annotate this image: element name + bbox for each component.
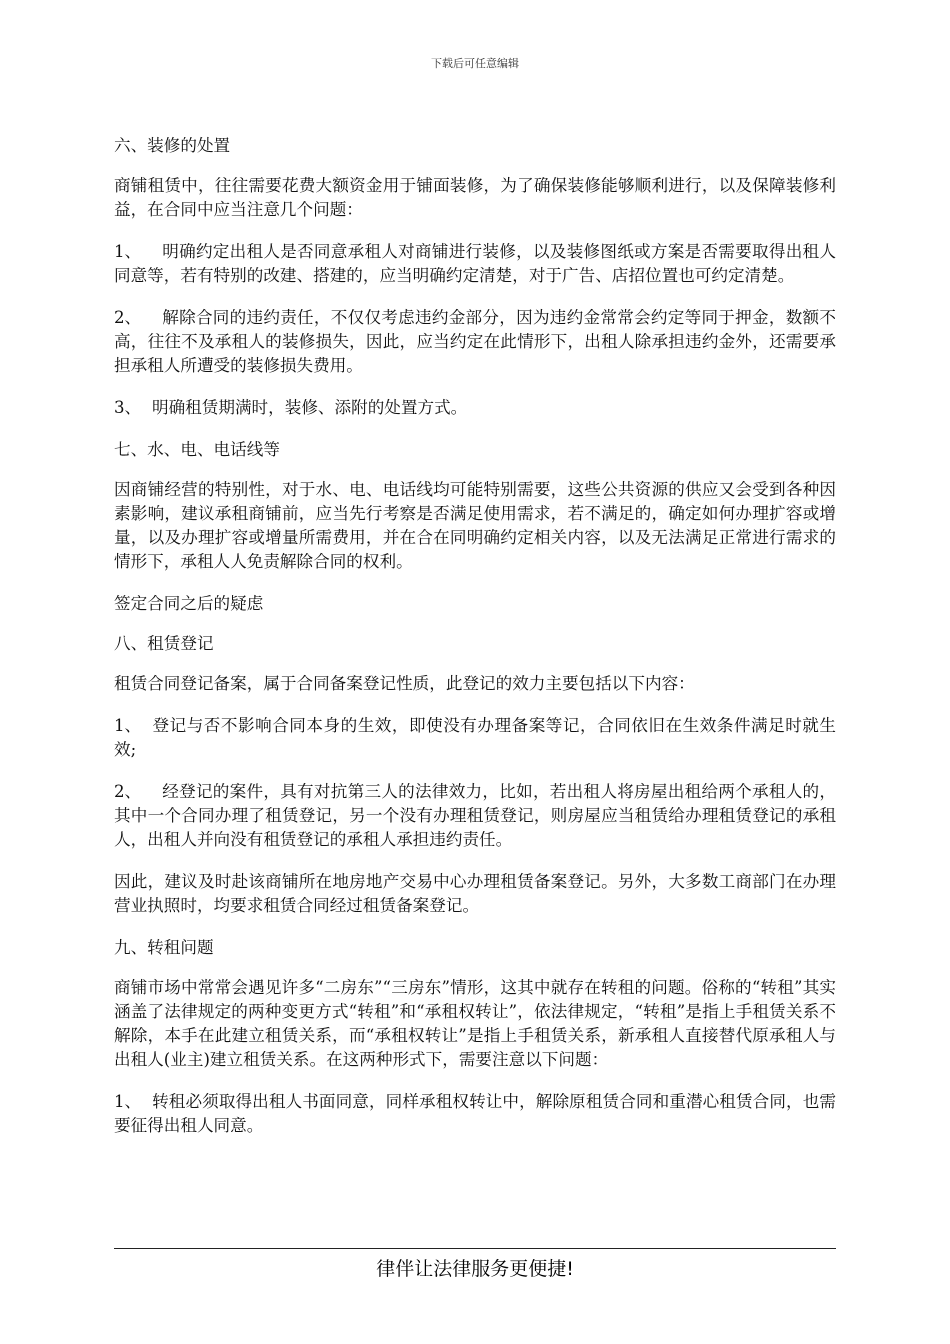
list-item: 1、 登记与否不影响合同本身的生效，即使没有办理备案等记，合同依旧在生效条件满足时就生效; [114, 716, 836, 759]
list-item: 1、 明确约定出租人是否同意承租人对商铺进行装修，以及装修图纸或方案是否需要取得出租人同意等，若有特别的改建、搭建的，应当明确约定清楚，对于广告、店招位置也可约定清楚。 [114, 242, 836, 285]
paragraph: 商铺租赁中，往往需要花费大额资金用于铺面装修，为了确保装修能够顺利进行，以及保障装修利益，在合同中应当注意几个问题： [114, 176, 836, 219]
section-heading: 六、装修的处置 [114, 136, 231, 155]
list-item: 2、 经登记的案件，具有对抗第三人的法律效力，比如，若出租人将房屋出租给两个承租人的，其中一个合同办理了租赁登记，另一个没有办理租赁登记，则房屋应当租赁给办理租赁登记的承租人，出租人并向没有租赁登记的承租人承担违约责任。 [114, 782, 836, 849]
document-body [114, 134, 836, 1156]
paragraph: 因商铺经营的特别性，对于水、电、电话线均可能特别需要，这些公共资源的供应又会受到各种因素影响，建议承租商铺前，应当先行考察是否满足使用需求，若不满足的，确定如何办理扩容或增量，以及办理扩容或增量所需费用，并在合在同明确约定相关内容，以及无法满足正常进行需求的情形下，承租人人免责解除合同的权利。 [114, 480, 836, 571]
page-header: 下载后可任意编辑 [431, 57, 519, 70]
section-heading: 签定合同之后的疑虑 [114, 594, 264, 613]
paragraph: 商铺市场中常常会遇见许多“二房东”“三房东”情形，这其中就存在转租的问题。俗称的“转租”其实涵盖了法律规定的两种变更方式“转租”和“承租权转让”，依法律规定，“转租”是指上手租赁关系不解除，本手在此建立租赁关系，而“承租权转让”是指上手租赁关系，新承租人直接替代原承租人与出租人(业主)建立租赁关系。在这两种形式下，需要注意以下问题： [114, 978, 836, 1069]
section-heading: 九、转租问题 [114, 938, 214, 957]
list-item: 1、 转租必须取得出租人书面同意，同样承租权转让中，解除原租赁合同和重潜心租赁合同，也需要征得出租人同意。 [114, 1092, 836, 1135]
section-heading: 八、租赁登记 [114, 634, 214, 653]
section-heading: 七、水、电、电话线等 [114, 440, 280, 459]
footer-divider [114, 1248, 836, 1249]
footer-slogan: 律伴让法律服务更便捷! [376, 1258, 574, 1280]
list-item: 2、 解除合同的违约责任，不仅仅考虑违约金部分，因为违约金常常会约定等同于押金，数额不高，往往不及承租人的装修损失，因此，应当约定在此情形下，出租人除承担违约金外，还需要承担承租人所遭受的装修损失费用。 [114, 308, 836, 375]
list-item: 3、 明确租赁期满时，装修、添附的处置方式。 [114, 398, 468, 417]
paragraph: 租赁合同登记备案，属于合同备案登记性质，此登记的效力主要包括以下内容： [114, 674, 695, 693]
paragraph: 因此，建议及时赴该商铺所在地房地产交易中心办理租赁备案登记。另外，大多数工商部门在办理营业执照时，均要求租赁合同经过租赁备案登记。 [114, 872, 836, 915]
